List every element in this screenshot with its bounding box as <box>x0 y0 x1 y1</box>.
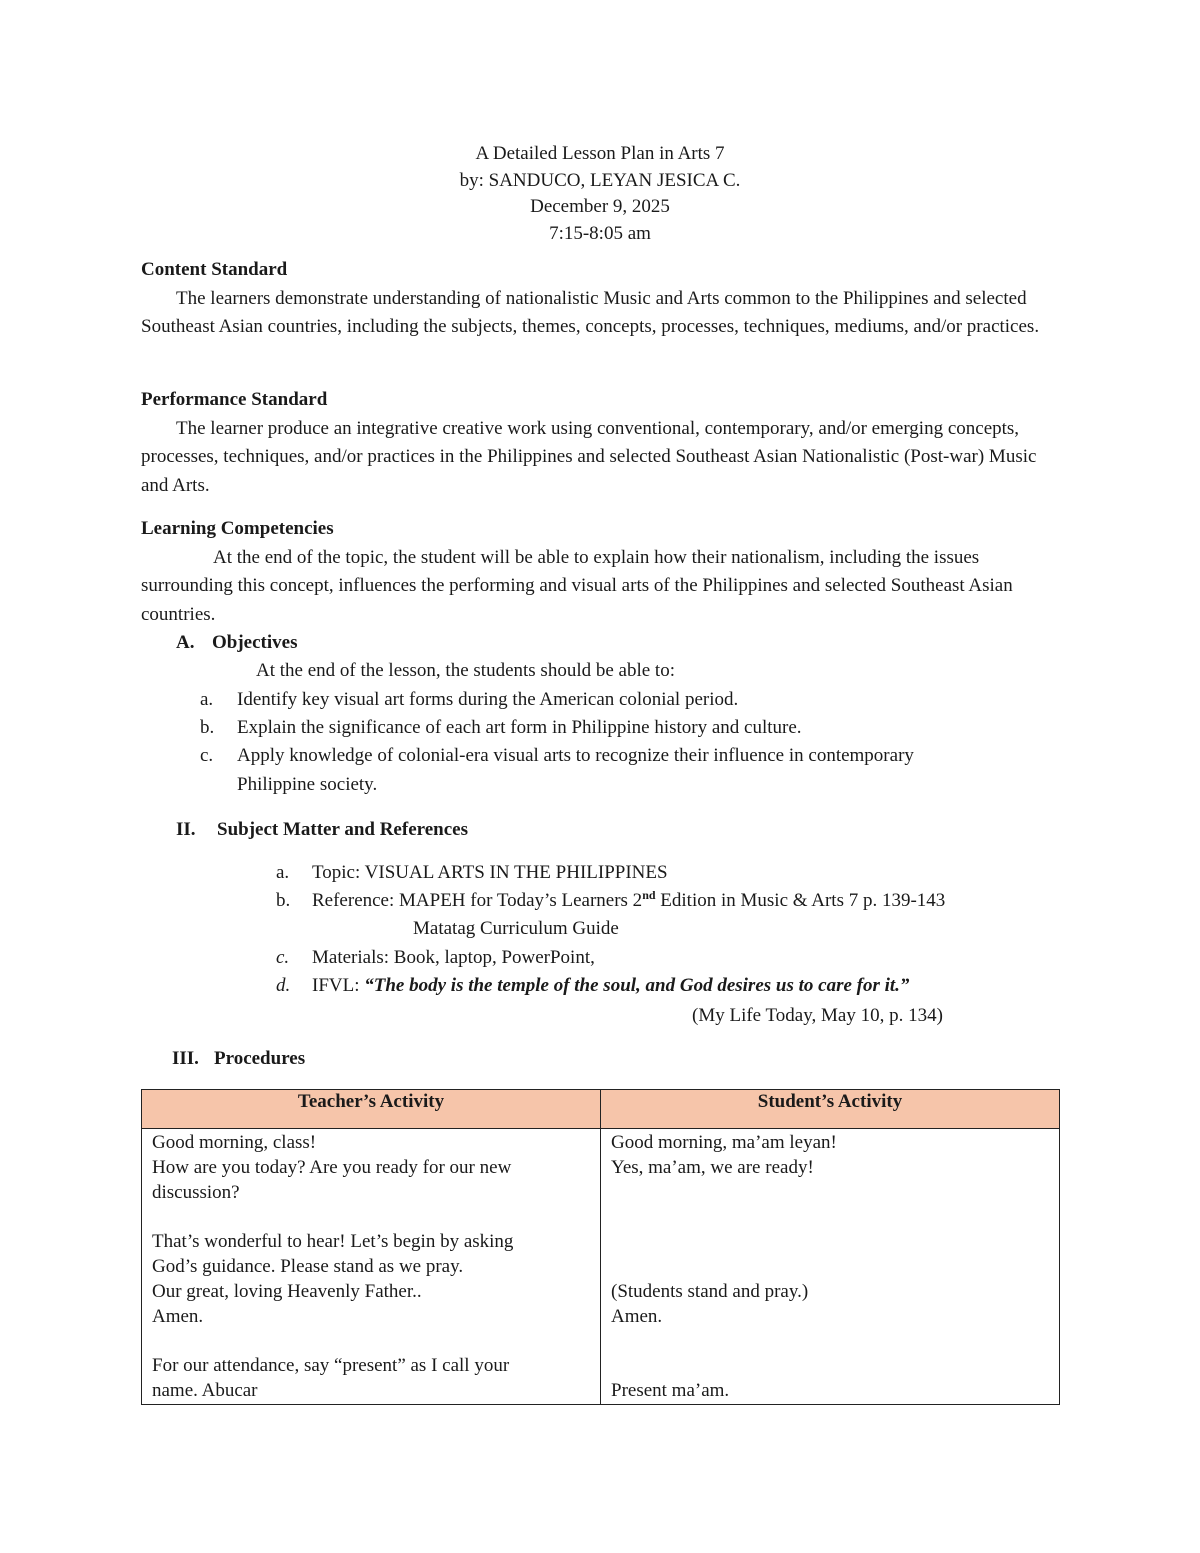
student-activity-line <box>611 1230 1049 1255</box>
teacher-activity-cell <box>142 1129 601 1405</box>
performance-standard-section <box>141 386 1061 500</box>
teacher-activity-line: Amen. <box>152 1305 204 1327</box>
procedures-heading-row <box>172 1045 306 1074</box>
objective-item <box>200 714 802 743</box>
objectives-intro: At the end of the lesson, the students should be able to: <box>256 660 675 681</box>
content-standard-body: The learners demonstrate understanding of nationalistic Music and Arts common to the Philippines and selected Southeast Asian countries, including the subjects, themes, concepts, processes, techniques, mediums, and/or practices. <box>141 287 1040 337</box>
teacher-activity-line: discussion? <box>152 1181 240 1203</box>
objectives-heading: Objectives <box>212 632 298 653</box>
objective-marker: a. <box>200 689 214 710</box>
content-standard-section <box>141 256 1061 342</box>
procedures-marker: III. <box>172 1048 199 1069</box>
student-activity-line: Yes, ma’am, we are ready! <box>611 1156 814 1178</box>
student-activity-line <box>611 1181 1049 1206</box>
objective-text-line1: Apply knowledge of colonial-era visual arts to recognize their influence in contemporary <box>237 745 914 766</box>
objective-text: Explain the significance of each art form in Philippine history and culture. <box>237 717 802 738</box>
objective-item <box>200 742 914 771</box>
objective-text: Identify key visual art forms during the American colonial period. <box>237 689 739 710</box>
performance-standard-body: The learner produce an integrative creative work using conventional, contemporary, and/or emerging concepts, processes, techniques, and/or practices in the Philippines and selected Southeast Asian Nationalistic (Post-war) Music and Arts. <box>141 417 1037 496</box>
teacher-activity-line: God’s guidance. Please stand as we pray. <box>152 1255 464 1277</box>
objective-item <box>200 686 739 715</box>
ifvl-text: IFVL: “The body is the temple of the soul, and God desires us to care for it.” <box>312 975 910 996</box>
teacher-activity-line: Our great, loving Heavenly Father.. <box>152 1280 422 1302</box>
student-activity-line <box>611 1354 1049 1379</box>
student-activity-line: Amen. <box>611 1305 663 1327</box>
student-activity-line: Present ma’am. <box>611 1379 730 1401</box>
ifvl-marker: d. <box>276 975 291 996</box>
objectives-marker: A. <box>176 632 195 653</box>
reference-line2: Matatag Curriculum Guide <box>413 918 619 939</box>
learning-competencies-section <box>141 515 1061 629</box>
teacher-activity-line: name. Abucar <box>152 1379 258 1401</box>
teacher-activity-line <box>152 1329 590 1354</box>
student-activity-line <box>611 1255 1049 1280</box>
teacher-activity-line: For our attendance, say “present” as I call your <box>152 1355 510 1377</box>
teacher-activity-line: That’s wonderful to hear! Let’s begin by asking <box>152 1231 514 1253</box>
objective-marker: c. <box>200 745 214 766</box>
reference-marker: b. <box>276 890 291 911</box>
materials-text: Materials: Book, laptop, PowerPoint, <box>312 947 595 968</box>
document-header <box>0 141 1200 247</box>
performance-standard-heading: Performance Standard <box>141 389 328 410</box>
date-line: December 9, 2025 <box>530 196 670 217</box>
teacher-column-header: Teacher’s Activity <box>142 1090 601 1129</box>
materials-marker: c. <box>276 947 290 968</box>
student-activity-line: (Students stand and pray.) <box>611 1280 809 1302</box>
objective-text-line2: Philippine society. <box>237 774 378 795</box>
reference-text: Reference: MAPEH for Today’s Learners 2nd Edition in Music & Arts 7 p. 139-143 <box>312 888 946 911</box>
ifvl-source: (My Life Today, May 10, p. 134) <box>692 1005 943 1026</box>
table-row <box>142 1129 1060 1405</box>
procedures-heading: Procedures <box>214 1048 306 1069</box>
table-header-row <box>142 1090 1060 1129</box>
objective-marker: b. <box>200 717 215 738</box>
teacher-activity-line <box>152 1205 590 1230</box>
author-line: by: SANDUCO, LEYAN JESICA C. <box>459 169 741 191</box>
subject-matter-marker: II. <box>176 819 196 840</box>
topic-marker: a. <box>276 862 290 883</box>
content-standard-heading: Content Standard <box>141 259 288 280</box>
reference-item <box>276 887 946 916</box>
topic-text: Topic: VISUAL ARTS IN THE PHILIPPINES <box>312 862 668 883</box>
ifvl-quote: “The body is the temple of the soul, and God desires us to care for it.” <box>364 975 910 996</box>
topic-item <box>276 859 668 888</box>
student-activity-cell <box>601 1129 1060 1405</box>
procedures-table <box>141 1089 1060 1405</box>
teacher-activity-line: Good morning, class! <box>152 1132 317 1153</box>
materials-item <box>276 944 595 973</box>
learning-competencies-body: At the end of the topic, the student will be able to explain how their nationalism, including the issues surrounding this concept, influences the performing and visual arts of the Philippines and selected Southeast Asian countries. <box>141 546 1013 625</box>
ifvl-item <box>276 972 910 1001</box>
subject-matter-heading-row <box>176 816 468 845</box>
student-activity-line <box>611 1205 1049 1230</box>
student-activity-line: Good morning, ma’am leyan! <box>611 1132 837 1153</box>
learning-competencies-heading: Learning Competencies <box>141 518 334 539</box>
document-title: A Detailed Lesson Plan in Arts 7 <box>475 143 725 164</box>
objectives-heading-row <box>176 629 298 658</box>
student-activity-line <box>611 1329 1049 1354</box>
time-line: 7:15-8:05 am <box>549 222 651 244</box>
teacher-activity-line: How are you today? Are you ready for our new <box>152 1156 512 1178</box>
subject-matter-heading: Subject Matter and References <box>217 819 468 840</box>
student-column-header: Student’s Activity <box>601 1090 1060 1129</box>
